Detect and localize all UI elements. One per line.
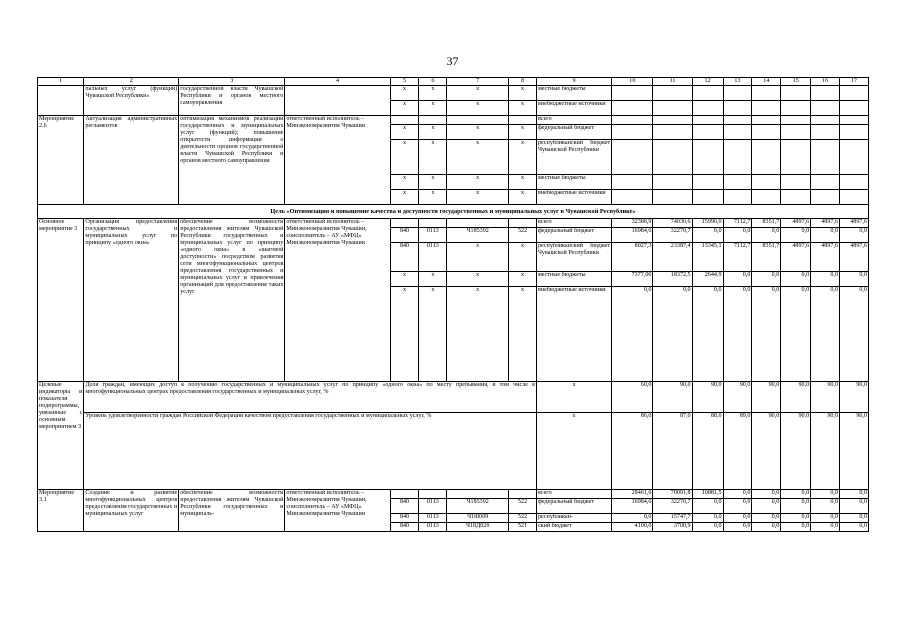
column-number-cell: 14: [752, 78, 781, 86]
code-cell: x: [447, 175, 509, 190]
value-cell: 16984,6: [612, 499, 653, 514]
value-cell: 0,0: [781, 287, 811, 382]
value-cell: 0,0: [653, 287, 692, 382]
code-cell: x: [390, 86, 419, 101]
funding-source-cell: местные бюджеты: [536, 86, 611, 101]
value-cell: 0,0: [811, 228, 840, 243]
value-cell: [811, 116, 840, 125]
value-cell: [612, 175, 653, 190]
code-cell: x: [419, 140, 447, 175]
funding-source-cell: внебюджетные источники: [536, 287, 611, 382]
executor-cell: [285, 86, 390, 116]
code-cell: x: [509, 140, 537, 175]
code-cell: x: [447, 140, 509, 175]
indicator-text-cell: Уровень удовлетворенности граждан Российской Федерации качеством предоставления государственных и муниципальных услуг, %: [84, 413, 537, 490]
code-cell: 840: [390, 499, 419, 514]
code-cell: x: [390, 140, 419, 175]
funding-source-cell: ский бюджет: [536, 523, 611, 532]
value-cell: 0,0: [840, 514, 869, 523]
value-cell: [781, 101, 811, 116]
column-number-cell: 12: [692, 78, 723, 86]
value-cell: [612, 116, 653, 125]
value-cell: 74030,6: [653, 219, 692, 228]
code-cell: [509, 116, 537, 125]
value-cell: [811, 190, 840, 205]
measure-id-cell: Мероприятие 2.6: [38, 116, 84, 205]
column-number-cell: 11: [653, 78, 692, 86]
value-cell: 18372,5: [653, 272, 692, 287]
value-cell: 0,0: [781, 523, 811, 532]
executor-cell: ответственный исполнитель – Минэкономразвития Чувашии, соисполнитель – АУ «МФЦ» Минэкономразвития Чувашии: [285, 219, 390, 382]
value-cell: 4897,6: [840, 219, 869, 228]
value-cell: 4897,6: [811, 219, 840, 228]
code-cell: x: [447, 243, 509, 272]
value-cell: 0,0: [840, 490, 869, 499]
code-cell: x: [390, 190, 419, 205]
code-cell: x: [390, 101, 419, 116]
value-cell: 0,0: [692, 287, 723, 382]
column-number-cell: 7: [447, 78, 509, 86]
value-cell: 4897,6: [840, 243, 869, 272]
indicator-row: [38, 413, 869, 490]
value-cell: [692, 175, 723, 190]
budget-table: [37, 77, 869, 532]
funding-source-cell: всего: [536, 490, 611, 499]
code-cell: x: [390, 287, 419, 382]
code-cell: [419, 490, 447, 499]
code-cell: x: [390, 125, 419, 140]
value-cell: 90,0: [781, 413, 811, 490]
code-cell: x: [419, 287, 447, 382]
value-cell: [781, 140, 811, 175]
expected-result-cell: обеспечение возможности предоставления жителям Чувашской Республики государственных и муниципальных услуг по принципу «одного окна» в «шаговой доступности» посредством развития сети многофункциональных центров предоставления государственных и муниципальных услуг и привлечения организаций для предоставления таких услуг: [179, 219, 285, 382]
code-cell: x: [447, 125, 509, 140]
measure-id-cell: Мероприятие 3.1: [38, 490, 84, 532]
code-cell: x: [509, 243, 537, 272]
value-cell: [692, 101, 723, 116]
code-cell: x: [509, 86, 537, 101]
value-cell: [612, 140, 653, 175]
code-cell: 0113: [419, 514, 447, 523]
value-cell: [692, 125, 723, 140]
value-cell: 0,0: [692, 499, 723, 514]
code-cell: x: [419, 190, 447, 205]
funding-source-cell: федеральный бюджет: [536, 125, 611, 140]
code-cell: 522: [509, 499, 537, 514]
value-cell: [781, 125, 811, 140]
value-cell: [653, 86, 692, 101]
code-cell: 0113: [419, 523, 447, 532]
funding-source-cell: местные бюджеты: [536, 272, 611, 287]
value-cell: 0,0: [752, 490, 781, 499]
code-cell: [447, 490, 509, 499]
value-cell: [811, 86, 840, 101]
code-cell: [390, 490, 419, 499]
value-cell: 90,0: [840, 413, 869, 490]
value-cell: [692, 86, 723, 101]
value-cell: 0,0: [692, 514, 723, 523]
expected-result-cell: оптимизация механизмов реализации государственных и муниципальных услуг (функций); повышение открытости информации о деятельности органов государственной власти Чувашской Республики и органов местного самоуправления: [179, 116, 285, 205]
value-cell: [840, 190, 869, 205]
value-cell: 0,0: [811, 514, 840, 523]
code-cell: [390, 116, 419, 125]
code-cell: x: [419, 125, 447, 140]
column-number-cell: 3: [179, 78, 285, 86]
value-cell: [752, 125, 781, 140]
value-cell: 90,0: [781, 382, 811, 413]
goal-row: [38, 205, 869, 219]
funding-source-cell: местные бюджеты: [536, 175, 611, 190]
value-cell: 0,0: [811, 523, 840, 532]
value-cell: [612, 190, 653, 205]
value-cell: [840, 86, 869, 101]
value-cell: 0,0: [752, 523, 781, 532]
column-number-cell: 15: [781, 78, 811, 86]
value-cell: 0,0: [781, 272, 811, 287]
value-cell: 10881,5: [692, 490, 723, 499]
value-cell: 32388,9: [612, 219, 653, 228]
code-cell: 840: [390, 523, 419, 532]
code-cell: x: [447, 101, 509, 116]
value-cell: 0,0: [692, 523, 723, 532]
value-cell: 28461,6: [612, 490, 653, 499]
value-cell: [752, 116, 781, 125]
value-cell: 3700,9: [653, 523, 692, 532]
value-cell: 8351,7: [752, 219, 781, 228]
value-cell: 0,0: [752, 514, 781, 523]
expected-result-cell: обеспечение возможности предоставления жителям Чувашской Республики государственных и муниципаль-: [179, 490, 285, 532]
code-cell: 0113: [419, 499, 447, 514]
value-cell: 4897,6: [811, 243, 840, 272]
value-cell: [811, 101, 840, 116]
code-cell: x: [447, 190, 509, 205]
value-cell: 0,0: [692, 228, 723, 243]
measure-id-cell: [38, 86, 84, 116]
page-number: 37: [446, 54, 459, 68]
value-cell: 0,0: [781, 490, 811, 499]
value-cell: 0,0: [781, 228, 811, 243]
code-cell: Ч18Д020: [447, 523, 509, 532]
column-number-cell: 4: [285, 78, 390, 86]
value-cell: 0,0: [840, 523, 869, 532]
funding-source-cell: всего: [536, 116, 611, 125]
column-number-cell: 8: [509, 78, 537, 86]
column-number-cell: 6: [419, 78, 447, 86]
value-cell: 90,0: [752, 382, 781, 413]
code-cell: x: [509, 287, 537, 382]
value-cell: 90,0: [692, 382, 723, 413]
code-cell: Ч185392: [447, 499, 509, 514]
indicator-text-cell: Доля граждан, имеющих доступ к получению государственных и муниципальных услуг по принципу «одного окна» по месту пребывания, в том числе в многофункциональных центрах предоставления государственных и муниципальных услуг, %: [84, 382, 537, 413]
measure-name-cell: пальных услуг (функций) Чувашской Республики»: [84, 86, 179, 116]
code-cell: 840: [390, 514, 419, 523]
measure-name-cell: Создание и развитие многофункциональных центров предоставления государственных и муниципальных услуг: [84, 490, 179, 532]
header-row: [38, 78, 869, 86]
value-cell: 0,0: [723, 514, 752, 523]
column-number-cell: 1: [38, 78, 84, 86]
code-cell: 522: [509, 514, 537, 523]
table-row: [38, 86, 869, 101]
value-cell: [653, 140, 692, 175]
code-cell: [390, 219, 419, 228]
value-cell: [723, 86, 752, 101]
value-cell: 0,0: [723, 287, 752, 382]
value-cell: [840, 116, 869, 125]
value-cell: 8027,3: [612, 243, 653, 272]
value-cell: 7377,00: [612, 272, 653, 287]
code-cell: x: [419, 175, 447, 190]
value-cell: 15990,0: [692, 219, 723, 228]
value-cell: 4897,6: [781, 243, 811, 272]
funding-source-cell: федеральный бюджет: [536, 499, 611, 514]
value-cell: [653, 101, 692, 116]
code-cell: Ч18І009: [447, 514, 509, 523]
value-cell: [752, 175, 781, 190]
measure-id-cell: Основное мероприятие 3: [38, 219, 84, 382]
value-cell: [612, 125, 653, 140]
indicators-label-cell: Целевые индикаторы и показатели подпрограммы, увязанные с основным мероприятием 3: [38, 382, 84, 490]
value-cell: [752, 190, 781, 205]
code-cell: 521: [509, 523, 537, 532]
code-cell: x: [419, 101, 447, 116]
value-cell: [692, 140, 723, 175]
indicator-row: [38, 382, 869, 413]
funding-source-cell: внебюджетные источники: [536, 190, 611, 205]
value-cell: 90,0: [723, 382, 752, 413]
value-cell: [752, 140, 781, 175]
value-cell: 0,0: [811, 272, 840, 287]
value-cell: 90,0: [811, 382, 840, 413]
value-cell: [781, 86, 811, 101]
value-cell: [752, 86, 781, 101]
value-cell: 90,0: [752, 413, 781, 490]
funding-source-cell: республиканский бюджет Чувашской Республики: [536, 243, 611, 272]
code-cell: x: [419, 272, 447, 287]
value-cell: 23387,4: [653, 243, 692, 272]
funding-source-cell: x: [536, 413, 611, 490]
table-row: [38, 116, 869, 125]
value-cell: [840, 101, 869, 116]
code-cell: 840: [390, 228, 419, 243]
value-cell: 0,0: [752, 228, 781, 243]
table-row: [38, 219, 869, 228]
value-cell: [723, 140, 752, 175]
value-cell: 0,0: [723, 490, 752, 499]
code-cell: x: [447, 272, 509, 287]
code-cell: x: [419, 86, 447, 101]
funding-source-cell: внебюджетные источники: [536, 101, 611, 116]
value-cell: [692, 116, 723, 125]
code-cell: x: [509, 272, 537, 287]
value-cell: 86,0: [612, 413, 653, 490]
value-cell: 88,0: [692, 413, 723, 490]
value-cell: 0,0: [752, 272, 781, 287]
value-cell: 0,0: [811, 490, 840, 499]
value-cell: 0,0: [781, 499, 811, 514]
value-cell: [653, 125, 692, 140]
value-cell: 90,0: [811, 413, 840, 490]
value-cell: [653, 175, 692, 190]
value-cell: 87,0: [653, 413, 692, 490]
measure-name-cell: Организация предоставления государственных и муниципальных услуг по принципу «одного окна»: [84, 219, 179, 382]
code-cell: x: [390, 175, 419, 190]
value-cell: [811, 140, 840, 175]
code-cell: x: [447, 287, 509, 382]
code-cell: 840: [390, 243, 419, 272]
column-number-cell: 2: [84, 78, 179, 86]
column-number-cell: 17: [840, 78, 869, 86]
value-cell: 16984,6: [612, 228, 653, 243]
value-cell: 8351,7: [752, 243, 781, 272]
value-cell: 0,0: [811, 499, 840, 514]
measure-name-cell: Актуализация административных регламентов: [84, 116, 179, 205]
value-cell: [781, 116, 811, 125]
code-cell: x: [509, 101, 537, 116]
value-cell: 0,0: [612, 514, 653, 523]
code-cell: x: [509, 190, 537, 205]
executor-cell: ответственный исполнитель – Минэкономразвития Чувашии, соисполнитель – АУ «МФЦ» Минэкономразвития Чувашии: [285, 490, 390, 532]
column-number-cell: 9: [536, 78, 611, 86]
value-cell: 90,0: [653, 382, 692, 413]
funding-source-cell: x: [536, 382, 611, 413]
funding-source-cell: республиканский бюджет Чувашской Республики: [536, 140, 611, 175]
value-cell: 60,0: [612, 382, 653, 413]
value-cell: 89,0: [723, 413, 752, 490]
code-cell: 0113: [419, 243, 447, 272]
value-cell: 32270,7: [653, 499, 692, 514]
column-number-cell: 13: [723, 78, 752, 86]
value-cell: 0,0: [723, 523, 752, 532]
value-cell: [840, 125, 869, 140]
value-cell: 0,0: [752, 287, 781, 382]
value-cell: 7112,7: [723, 219, 752, 228]
table-row: [38, 490, 869, 499]
code-cell: [509, 490, 537, 499]
value-cell: 4897,6: [781, 219, 811, 228]
funding-source-cell: федеральный бюджет: [536, 228, 611, 243]
value-cell: 15747,7: [653, 514, 692, 523]
value-cell: [811, 175, 840, 190]
code-cell: x: [509, 125, 537, 140]
value-cell: 70091,8: [653, 490, 692, 499]
code-cell: x: [509, 175, 537, 190]
value-cell: [612, 86, 653, 101]
value-cell: 90,0: [840, 382, 869, 413]
code-cell: 522: [509, 228, 537, 243]
goal-title: Цель «Оптимизация и повышение качества и доступности государственных и муниципальных услуг в Чувашской Республике»: [38, 205, 869, 219]
value-cell: [723, 116, 752, 125]
value-cell: [723, 101, 752, 116]
value-cell: [653, 190, 692, 205]
value-cell: [723, 190, 752, 205]
value-cell: [612, 101, 653, 116]
value-cell: [811, 125, 840, 140]
value-cell: 0,0: [723, 228, 752, 243]
value-cell: [692, 190, 723, 205]
value-cell: [840, 175, 869, 190]
code-cell: [447, 219, 509, 228]
code-cell: [419, 219, 447, 228]
code-cell: Ч185392: [447, 228, 509, 243]
value-cell: [723, 125, 752, 140]
value-cell: [781, 175, 811, 190]
value-cell: [840, 140, 869, 175]
value-cell: 7112,7: [723, 243, 752, 272]
funding-source-cell: республикан-: [536, 514, 611, 523]
column-number-cell: 10: [612, 78, 653, 86]
value-cell: 0,0: [612, 287, 653, 382]
funding-source-cell: всего: [536, 219, 611, 228]
value-cell: 32270,7: [653, 228, 692, 243]
executor-cell: ответственный исполнитель – Минэкономразвития Чувашии: [285, 116, 390, 205]
column-number-cell: 5: [390, 78, 419, 86]
value-cell: 0,0: [840, 499, 869, 514]
code-cell: x: [447, 86, 509, 101]
code-cell: x: [390, 272, 419, 287]
value-cell: 0,0: [840, 287, 869, 382]
code-cell: [447, 116, 509, 125]
value-cell: [653, 116, 692, 125]
code-cell: 0113: [419, 228, 447, 243]
value-cell: 0,0: [723, 272, 752, 287]
column-number-cell: 16: [811, 78, 840, 86]
value-cell: 0,0: [840, 228, 869, 243]
value-cell: 4100,0: [612, 523, 653, 532]
code-cell: [509, 219, 537, 228]
value-cell: 0,0: [781, 514, 811, 523]
budget-table-sheet: [37, 77, 869, 532]
value-cell: 0,0: [840, 272, 869, 287]
code-cell: [419, 116, 447, 125]
value-cell: 0,0: [811, 287, 840, 382]
value-cell: [752, 101, 781, 116]
expected-result-cell: государственной власти Чувашской Республики и органов местного самоуправления: [179, 86, 285, 116]
value-cell: [781, 190, 811, 205]
value-cell: 2644,9: [692, 272, 723, 287]
value-cell: 0,0: [723, 499, 752, 514]
value-cell: 0,0: [752, 499, 781, 514]
value-cell: 13345,1: [692, 243, 723, 272]
value-cell: [723, 175, 752, 190]
